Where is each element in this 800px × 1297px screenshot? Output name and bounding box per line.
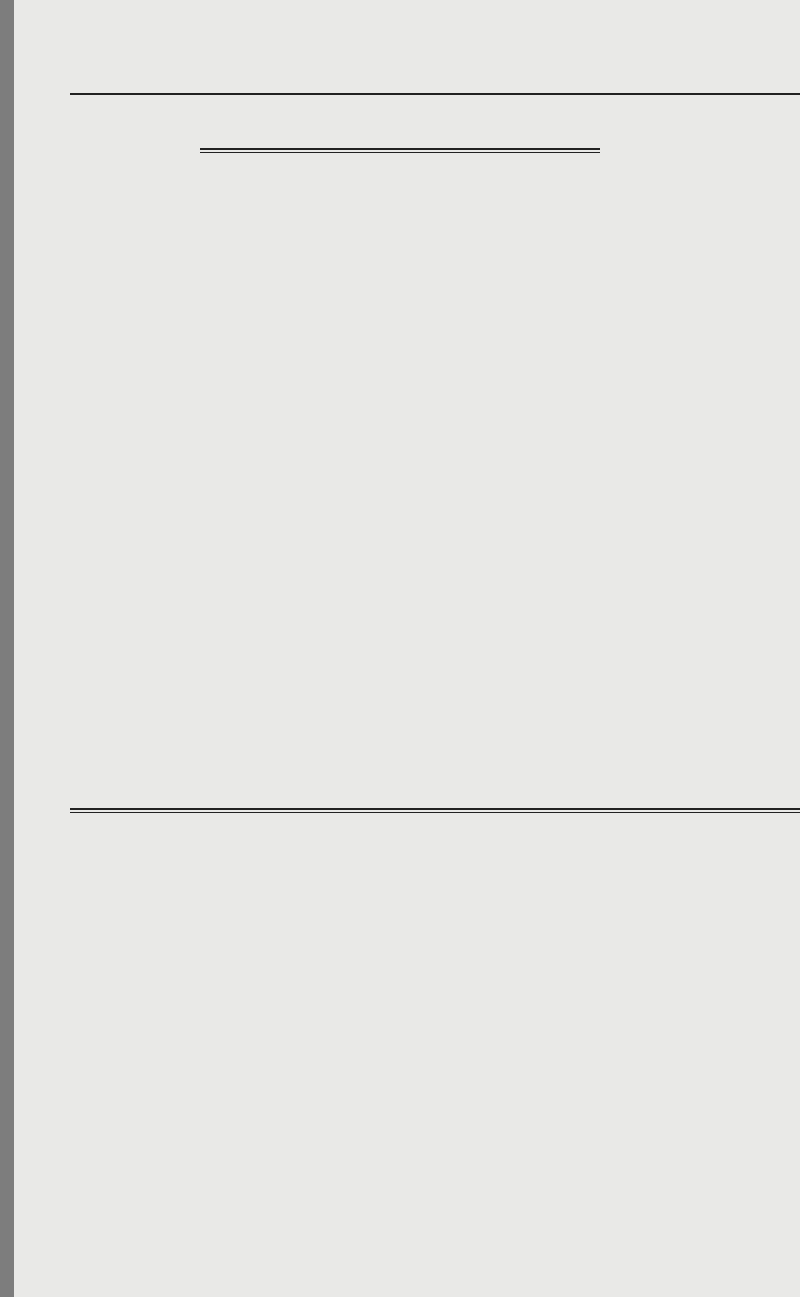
header-rule [70, 93, 800, 95]
feuilleton-rule-thick [70, 808, 800, 810]
running-header [70, 64, 800, 88]
title-rule-thin [200, 152, 600, 153]
journal-page [14, 0, 800, 1297]
title-rule-thick [200, 148, 600, 150]
feuilleton-rule-thin [70, 812, 800, 813]
